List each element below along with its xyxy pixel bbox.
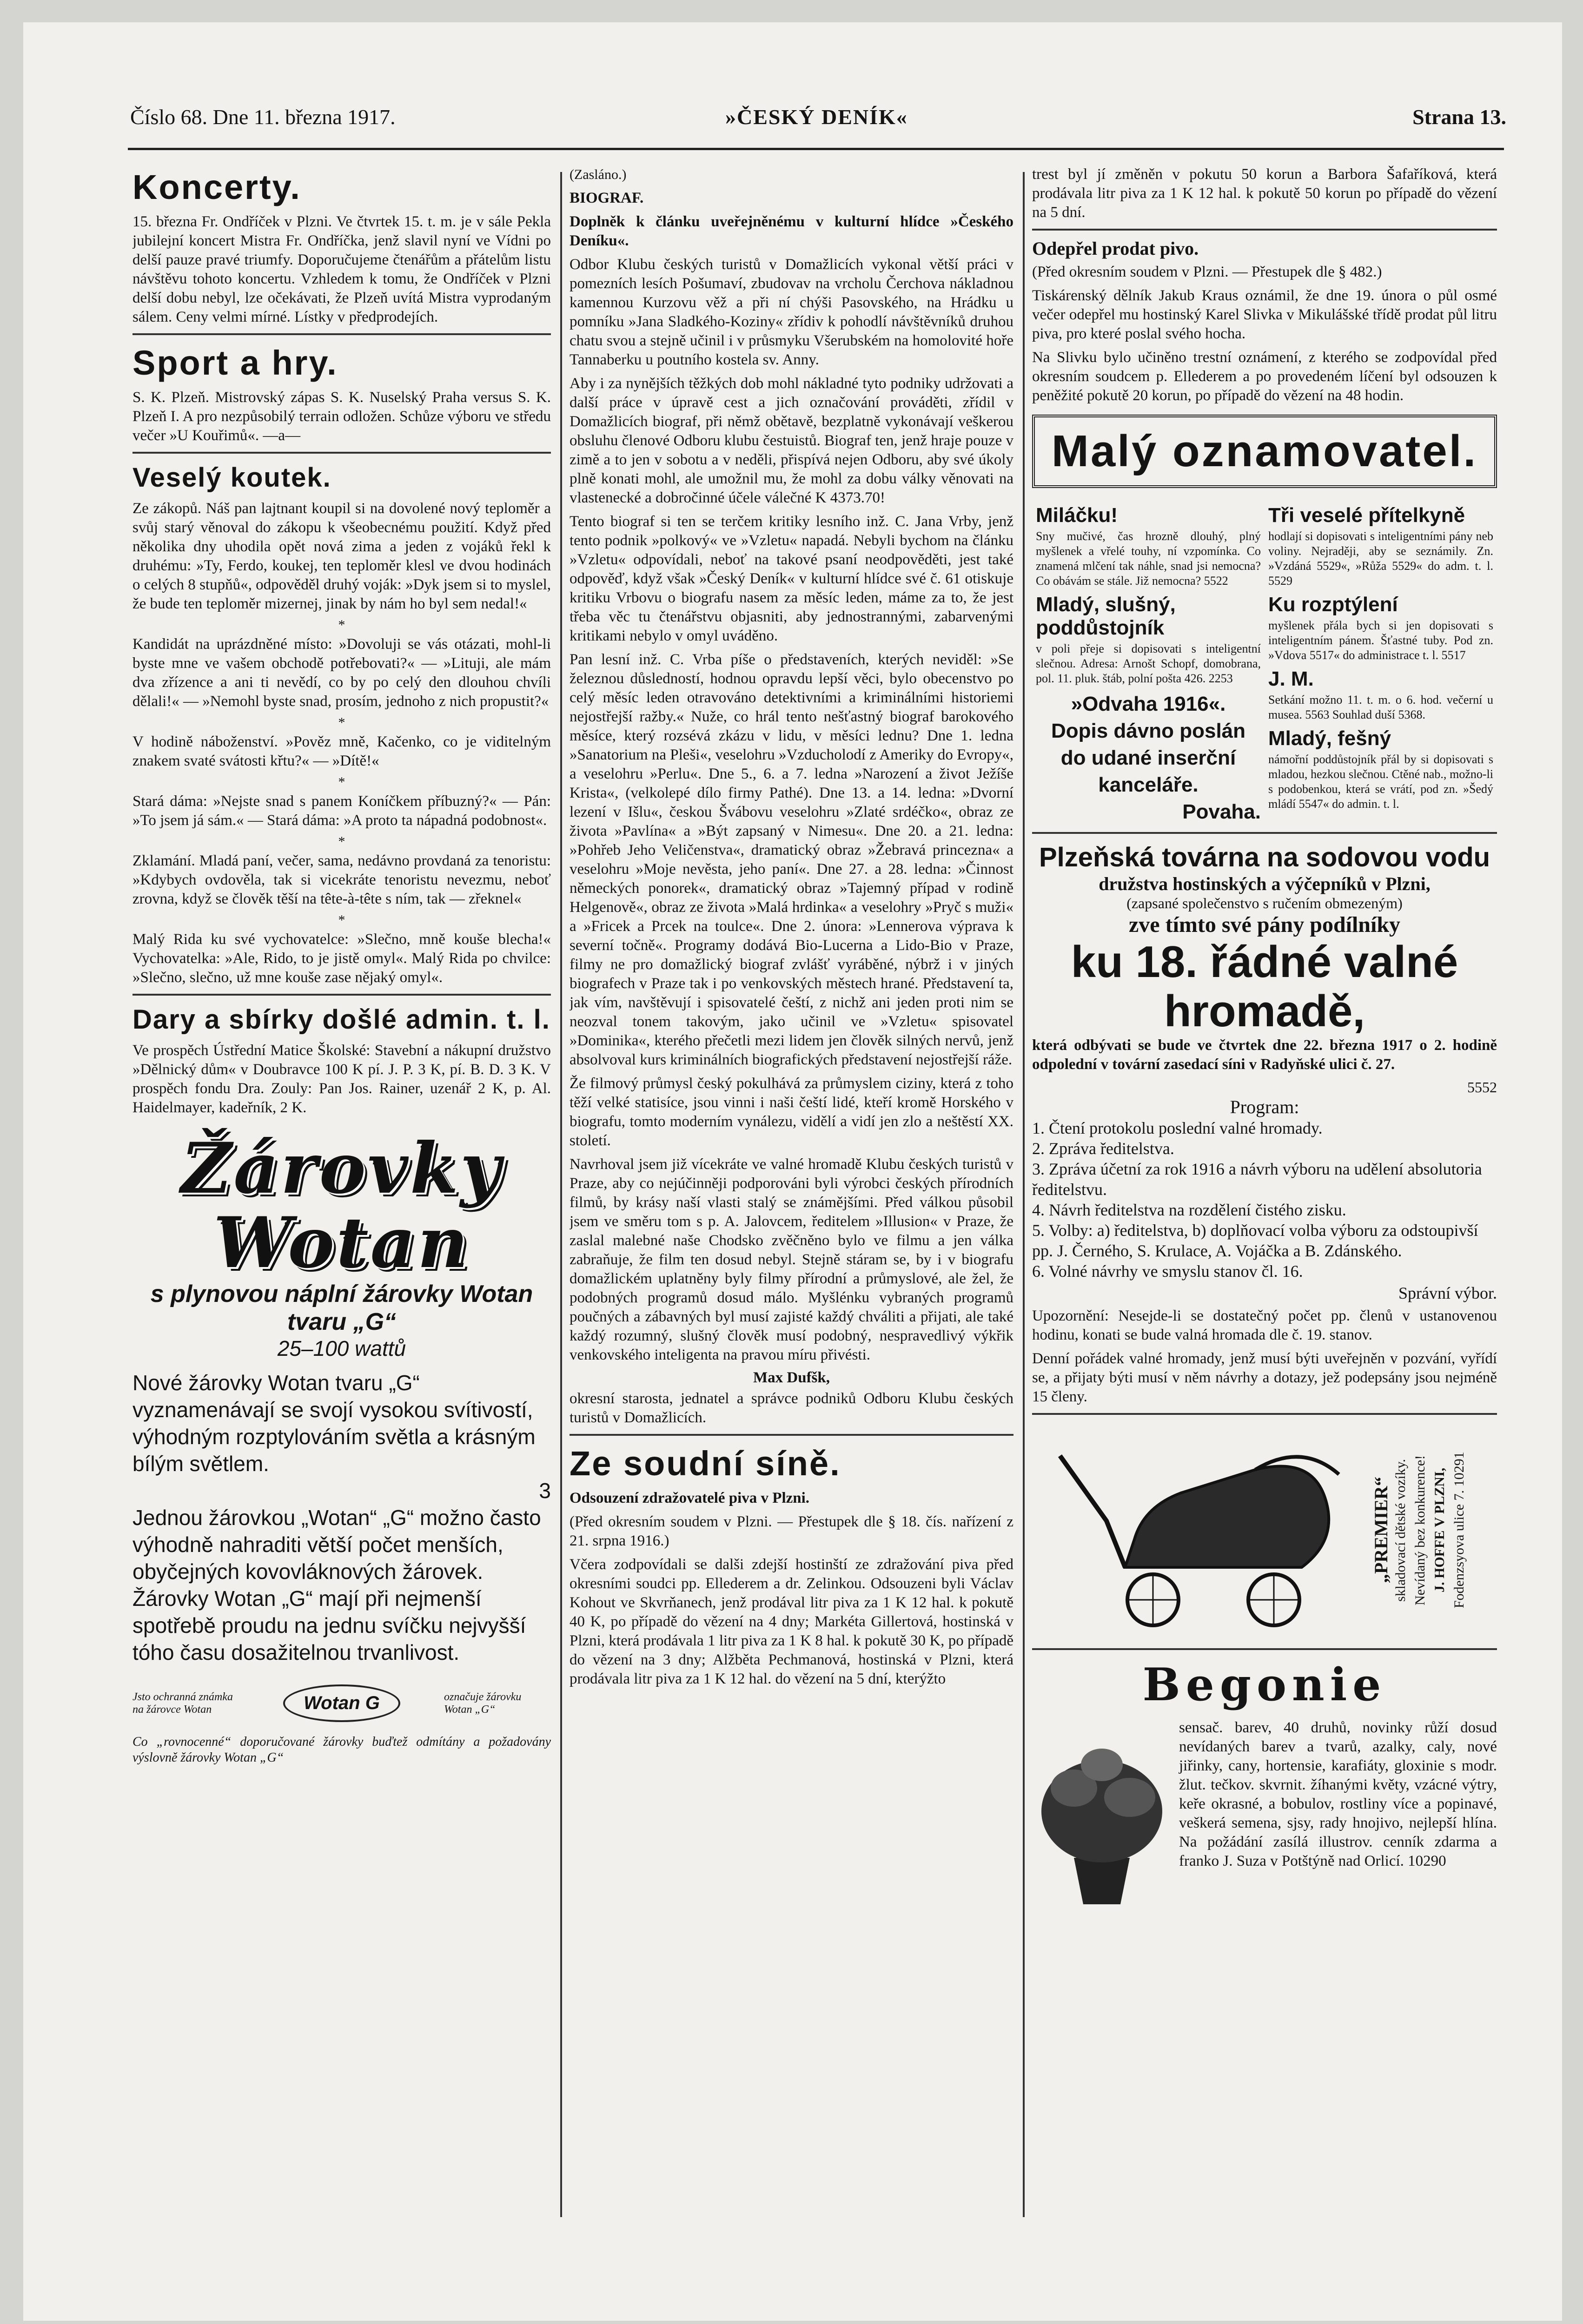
wotan-copy — [132, 1369, 551, 1666]
asterisk-separator: * — [338, 617, 345, 633]
classifieds-left — [1032, 500, 1265, 825]
wotan-subtitle: s plynovou náplní žárovky Wotan tvaru „G“ — [150, 1281, 533, 1335]
classified-heading: Miláčku! — [1036, 504, 1118, 527]
soud-heading: Ze soudní síně. — [570, 1444, 841, 1483]
classified-heading: J. M. — [1268, 667, 1314, 690]
column-3 — [1032, 165, 1497, 2229]
sport-text: S. K. Plzeň. Mistrovský zápas S. K. Nuselský Praha versus S. K. Plzeň I. A pro nezpůsobilý terrain odložen. Schůze výboru ve středu večer »U Kouřimů«. —a— — [132, 389, 551, 444]
program-item: 6. Volné návrhy ve smyslu stanov čl. 16. — [1032, 1262, 1303, 1281]
factory-title: Plzeňská továrna na sodovou vodu — [1039, 842, 1490, 872]
wotan-advertisement — [132, 1128, 551, 1361]
wotan-wattage: 25–100 wattů — [277, 1336, 406, 1360]
running-header — [130, 105, 1506, 137]
classified-heading: Mladý, slušný, poddůstojník — [1036, 593, 1176, 639]
wotan-copy-3: Žárovky Wotan „G“ mají při nejmenší spotřebě proudu na jednu svíčku nejvyšší tóho času dosažitelnou trvanlivost. — [132, 1586, 526, 1664]
column-rule-2 — [1023, 172, 1025, 2217]
factory-signature: Správní výbor. — [1398, 1284, 1497, 1302]
begonie-text: sensač. barev, 40 druhů, novinky růží dosud nevídaných barev a tvarů, azalky, caly, nové jiřinky, cany, hortensie, karafiáty, gloxinie s modr. žlut. tečkov. skvrnit. žíhanými květy, vzácné výtry, keře okrasné, a bobulov, rostliny více a popinavé, veškerá semena, sjsy, rady hnojivo, nejlepší hlína. Na požádání zasílá illustrov. cenník zdarma a franko J. Suza v Potštýně nad Orlicí. 10290 — [1179, 1719, 1497, 1869]
classified-text: Dopis dávno poslán do udané inserční kanceláře. — [1051, 720, 1246, 796]
wotan-footer: Co „rovnocenné“ doporučované žárovky buďtež odmítány a požadovány výslovně žárovky Wotan „G“ — [132, 1735, 551, 1765]
joke: Zklamání. Mladá paní, večer, sama, nedávno provdaná za tenoristu: »Kdybych ovdověla, tak si vicekráte tenoristu nevezmu, neboť zrovna, když se člověk těší na tête-à-tête s ním, tak — zřeknel« — [132, 852, 551, 907]
asterisk-separator: * — [338, 912, 345, 928]
biograf-paragraph: Navrhoval jsem již vícekráte ve valné hromadě Klubu českých turistů v Praze, aby co nejúčinněji podporováni byli výrobci českých přírodních filmů, by krásy naší vlasti stalý se známějšími. Před válkou působil jsem ve směru tom s p. A. Jalovcem, ředitelem »Illusion« v Praze, že zaslal malebné naše Chodsko zvěčněno bylo ve filmu a jen válka zabraňuje, že film ten dosud nebyl. Stejně stáram se, by i v biografu domažlickém uplatněny byly filmy přírodní a průmyslové, ale žel, že podobných programů dosud málo. Myšlénku vybraných programů poučných a zábavných byl musí zajisté každý chváliti a přijati, ale také každý rozumný, slušný člověk musí podobný, nespravedlivý výkřik venkovského inteligenta na pravou míru přivésti. — [570, 1156, 1013, 1363]
divider — [132, 333, 551, 335]
sport-heading: Sport a hry. — [132, 343, 338, 382]
wotan-copy-1: Nové žárovky Wotan tvaru „G“ vyznamenávají se svojí vysokou svítivostí, výhodným rozptylováním světla a krásným bílým světlem. — [132, 1371, 536, 1476]
classified-heading: »Odvaha 1916«. — [1071, 693, 1226, 715]
biograf-heading: BIOGRAF. — [570, 190, 644, 206]
asterisk-separator: * — [338, 774, 345, 790]
program-item: 4. Návrh ředitelstva na rozdělení čistého zisku. — [1032, 1201, 1346, 1219]
pram-brand: „PREMIER“ — [1371, 1477, 1391, 1584]
biograf-paragraph: Odbor Klubu českých turistů v Domažlicích vykonal větší práci v pomezních lesích Pošumaví, zbudovav na vrcholu Čerchova nákladnou kamennou Kurzovu věž a při ní chýši Pasovského, na Hrádku u pomníku »Jana Sladkého-Koziny« zřídiv k pohodlí návštěvníků druhou chatu svou a stejně učinil i v průsmyku Všerubském na homolovité hoře Tannaberku u poutního kostela sv. Anny. — [570, 256, 1013, 368]
classified-heading: Tři veselé přítelkyně — [1268, 504, 1465, 527]
factory-legal: (zapsané společenstvo s ručením obmezeným) — [1126, 895, 1403, 911]
factory-agenda-note: Denní pořádek valné hromady, jenž musí býti uveřejněn v pozvání, vyřídí se, a přijaty býti musí v něm návrhy a dotazy, jež podepsány jsou nejméně 15 členy. — [1032, 1350, 1497, 1405]
joke: Stará dáma: »Nejste snad s panem Koníčkem příbuzný?« — Pán: »To jsem já sám.« — Stará dáma: »A proto ta nápadná podobnost«. — [132, 793, 551, 829]
divider — [132, 994, 551, 996]
pram-vertical-text — [1371, 1423, 1483, 1637]
joke: Kandidát na uprázdněné místo: »Dovoluji se vás otázati, mohl-li byste mne ve vašem obchodě potřebovati?« — »Lituji, ale mám dva zřízence a ani ti nevědí, co by po celý den dlouhou chvíli dělali!« — »Nemohl byste snad, prosím, jednoho z nich propustit?« — [132, 636, 551, 710]
plant-illustration — [1032, 1718, 1172, 1914]
program-item: 3. Zpráva účetní za rok 1916 a návrh výboru na udělení absolutoria ředitelstvu. — [1032, 1160, 1482, 1199]
soud-text: Včera zodpovídali se dalši zdejší hostinští ze zdražování piva před okresními soudci pp. Ellederem a dr. Zelinkou. Odsouzeni byli Václav Kohout ve Skvrňanech, jenž prodával litr piva za 1 K 12 hal. k pokutě 40 K, po případě do vězení na 4 dny; Markéta Gillertová, hostinská v Plzni, která prodávala 1 litr piva za 1 K 8 hal. k pokutě 30 K, po případě do vězení na 3 dny; Alžběta Pechmanová, hostinská v Plzni, která prodávala litr piva za 1 K 12 hal. do vězení na 5 dní, kterýžto — [570, 1556, 1013, 1687]
koncerty-text: 15. března Fr. Ondříček v Plzni. Ve čtvrtek 15. t. m. je v sále Pekla jubilejní koncert Mistra Fr. Ondříčka, jenž slavil nyní ve Vídni po delší pauze pravé triumfy. Doporučujeme čtenářům a přátelům listu návštěvu tohoto koncertu. Vzhledem k tomu, že Ondříček v Plzni delší dobu nebyl, lze očekávati, že Plzeň uvítá Mistra vyprodaným sálem. Ceny velmi mírné. Lístky v předprodejích. — [132, 213, 551, 325]
pivo-text: Tiskárenský dělník Jakub Kraus oznámil, že dne 19. února o půl osmé večer odepřel mu hostinský Karel Slivka v Mikulášské třídě prodat půl litru piva, pro které poslal svého hocha. — [1032, 287, 1497, 342]
factory-notice: Upozornění: Nesejde-li se dostatečný počet pp. členů v ustanovenou hodinu, konati se bude valná hromada dle č. 19. stanov. — [1032, 1307, 1497, 1343]
dary-text: Ve prospěch Ústřední Matice Školské: Stavební a nákupní družstvo »Dělnický dům« v Doubravce 100 K pí. J. P. 3 K, pí. B. D. 3 K. V prospěch fondu Dra. Zouly: Pan Jos. Rainer, uzenář 2 K, p. Al. Haidelmayer, kadeřník, 2 K. — [132, 1042, 551, 1116]
classified-heading: Mladý, fešný — [1268, 727, 1391, 750]
divider — [132, 452, 551, 454]
pivo-heading: Odepřel prodat pivo. — [1032, 238, 1199, 259]
classifieds-right — [1265, 500, 1497, 825]
pram-address: Fodenzsyova ulice 7. 10291 — [1451, 1452, 1467, 1609]
classified-text: Setkání možno 11. t. m. o 6. hod. večerní u musea. 5563 Souhlad duší 5368. — [1268, 693, 1493, 721]
biograf-paragraph: Že filmový průmysl český pokulhává za průmyslem ciziny, která z toho těží velké statisíce, jsou vinni i naši čeští lidé, kteří kromě Horského v biografu, tomto moderním vynálezu, vidělí a vidí jen zlo a neštěstí XX. století. — [570, 1075, 1013, 1149]
soud-continuation: trest byl jí změněn v pokutu 50 korun a Barbora Šafaříková, která prodávala litr piva za 1 K 12 hal. k pokutě 50 korun po případě do vězení na 5 dní. — [1032, 166, 1497, 221]
soud-subheading: Odsouzení zdražovatelé piva v Plzni. — [570, 1490, 810, 1506]
column-rule-1 — [560, 172, 562, 2217]
pram-illustration — [1041, 1428, 1367, 1632]
classifieds-heading: Malý oznamovatel. — [1032, 415, 1497, 488]
biograf-signature: Max Dufšk, — [753, 1369, 830, 1386]
factory-meeting-details: která odbývati se bude ve čtvrtek dne 22. března 1917 o 2. hodině odpolední v tovární zasedací síni v Radyňské ulici č. 27. — [1032, 1037, 1497, 1073]
dary-heading: Dary a sbírky došlé admin. t. l. — [132, 1004, 550, 1035]
wotan-logo: Žárovky Wotan — [180, 1128, 503, 1284]
classified-heading: Ku rozptýlení — [1268, 593, 1398, 616]
biograf-signature-role: okresní starosta, jednatel a správce podniků Odboru Klubu českých turistů v Domažlicích. — [570, 1390, 1013, 1426]
joke: V hodině náboženství. »Pověz mně, Kačenko, co je viditelným znakem svaté svátosti křtu?« — »Dítě!« — [132, 733, 551, 769]
factory-coop: družstva hostinských a výčepníků v Plzni, — [1099, 873, 1431, 894]
pivo-text: Na Slivku bylo učiněno trestní oznámení, z kterého se zodpovídal před okresním soudcem p. Ellederem a po provedeném líčení byl odsouzen k peněžité pokutě 20 korun, po případě do vězení na 48 hodin. — [1032, 349, 1497, 404]
asterisk-separator: * — [338, 834, 345, 849]
factory-meeting: ku 18. řádné valné hromadě, — [1071, 937, 1458, 1036]
divider — [1032, 832, 1497, 834]
column-2 — [570, 165, 1013, 2229]
biograf-paragraph: Tento biograf si ten se terčem kritiky lesního inž. C. Jana Vrby, jenž tento podnik »polkový« ve »Vzletu« napadá. Nebyli bychom na článku »Vzletu« odpovídali, neboť na takové psaní neodpověděti, jest také odpověď, když však »Český Deník« v kulturní hlídce své č. 61 otiskuje kritiku Vrbovu o biografu nasem za měsíc leden, máme za to, že jest třeba věc tu čtenářstvu objasniti, aby jednostrannými, zabarvenými kritikami nebylo v omyl uváděno. — [570, 513, 1013, 644]
header-rule — [128, 148, 1504, 150]
pram-advertisement — [1032, 1423, 1497, 1642]
koncerty-heading: Koncerty. — [132, 168, 301, 206]
joke: Malý Rida ku své vychovatelce: »Slečno, mně kouše blecha!« Vychovatelka: »Ale, Rido, to je jistě omyl«. Malý Rida po chvilce: »Slečno, slečno, už mne kouše zase nějaký omyl«. — [132, 931, 551, 986]
ad-ref-number: 3 — [539, 1479, 551, 1503]
program-item: 1. Čtení protokolu poslední valné hromady. — [1032, 1119, 1323, 1137]
biograf-paragraph: Pan lesní inž. C. Vrba píše o představeních, kterých neviděl: »Se železnou důsledností, hodnou opravdu lepší věci, bylo obecenstvo po celý měsíc leden otravováno detektivními a kriminálními historiemi nejostřejší ražby.« Nuže, co hrál tento nešťastný biograf barokového měsíce, který rozsévá zkázu v lidu, v měsíci lednu? Dne 1. ledna »Sanatorium na Pleši«, veselohru »Vzducholodí z Ameriky do Evropy«, a veselohru »Perlu«. Dne 5., 6. a 7. ledna »Narození a život Ježíše Krista«, (velkolepé dílo firmy Pathé). Dne 13. a 14. ledna: »Dvorní lezení v Išlu«, českou Švábovu veselohru »Zlaté srdéčko«, obraz ze života »Pavlína« a »Být zapsaný v Nimesu«. Dne 20. a 21. ledna: »Pohřeb Jeho Veličenstva«, dramatický obraz »Žebravá princezna« a veselohru »Moje nevěsta, jeho paní«. Dne 27. a 28. ledna: »Činnost německých ponorek«, dramatický obraz »Tajemný případ v rodině Helgenově«, obraz ze života »Malá hrdinka« a veselohry »Pryč s muži« a »Fricek a Prcek na toulce«. Dne 2. února: »Lennerova výprava k severní točně«. Programy dodává Bio-Lucerna a Lido-Bio v Praze, filmy ne pro domažlický biograf zvlášť vyráběné, nýbrž i v jiných biografech v Praze tak i po venkovských městech hrané. Představení ta, jak vím, navštěvují i spisovatelé čeští, z nichž ani jeden proti nim se neozval tonem takovým, jako učinil ve »Vzletu« spisovatel »Dominika«, kterého přečetli mezi lidem jen člověk silných nervů, jenž absolvoval kurs kriminálních biografických představení nejostřejší ráže. — [570, 651, 1013, 1068]
classifieds-grid — [1032, 500, 1497, 825]
pram-seller: J. HOFFE V PLZNI, — [1432, 1467, 1447, 1593]
divider — [1032, 1648, 1497, 1650]
program-heading: Program: — [1230, 1096, 1299, 1117]
vesely-heading: Veselý koutek. — [132, 462, 331, 493]
begonie-advertisement — [1032, 1718, 1497, 1914]
trademark-right: označuje žárovku Wotan „G“ — [444, 1690, 522, 1716]
soud-court-line: (Před okresním soudem v Plzni. — Přestupek dle § 18. čís. nařízení z 21. srpna 1916.) — [570, 1513, 1013, 1549]
classified-text: v poli přeje si dopisovati s inteligentní slečnou. Adresa: Arnošt Schopf, domobrana, pol. 11. pluk. štáb, polní pošta 426. 2253 — [1036, 642, 1261, 685]
trademark-row — [132, 1684, 551, 1722]
column-1 — [132, 165, 551, 2229]
program-item: 5. Volby: a) ředitelstva, b) doplňovací volba výboru za odstoupivší pp. J. Černého, S. Krulace, A. Vojáčka a B. Zdánského. — [1032, 1221, 1478, 1260]
biograf-subheading: Doplněk k článku uveřejněnému v kulturní hlídce »Českého Deníku«. — [570, 213, 1013, 249]
divider — [1032, 1413, 1497, 1415]
wotan-copy-2: Jednou žárovkou „Wotan“ „G“ možno často výhodně nahraditi větší počet menších, obyčejných kovovláknových žárovek. — [132, 1505, 541, 1584]
pram-claim: Nevídaný bez konkurence! — [1412, 1455, 1428, 1605]
biograf-paragraph: Aby i za nynějších těžkých dob mohl nákladné tyto podniky udržovati a další práce v úpravě cest a jich označování prováděti, zřídil v Domažlicích biograf, při němž obětavě, bezplatně vykonávají veškerou obsluhu členové Odboru klubu čestuistů. Biograf ten, jenž hraje pouze v zimě a to jen v sobotu a v neděli, přispívá nejen Odboru, aby své úkoly plně konati mohl, ale umožnil mu, že mohl za dobu války věnovati na vlastenecké a dobročinné účele válečné K 4373.70! — [570, 375, 1013, 506]
classified-text: Sny mučivé, čas hrozně dlouhý, plný myšlenek a vřelé touhy, ní vzpomínka. Co znamená mlčení tak náhle, snad jsi nemocna? Co obávám se stále. Již nemocna? 5522 — [1036, 529, 1261, 588]
joke: Ze zákopů. Náš pan lajtnant koupil si na dovolené nový teploměr a svůj starý věnoval do zákopu k všeobecnému použití. Když před několika dny uhodila opět nová zima a jeden z vojáků řekl k druhému: »Ty, Ferdo, koukej, ten teploměr klesl ve dvou hodinách o celých 8 stupňů«, odpověděl druhý voják: »Dyk jsem si to myslel, že bude ten teploměr mizernej, jinak by nám ho byl sem nedal!« — [132, 500, 551, 612]
zaslano-label: (Zasláno.) — [570, 167, 627, 182]
asterisk-separator: * — [338, 715, 345, 730]
program-list — [1032, 1118, 1497, 1281]
pram-desc: skladovací dětské vozíky. — [1393, 1459, 1408, 1602]
paper-title: »ČESKÝ DENÍK« — [725, 105, 908, 129]
divider — [570, 1434, 1013, 1436]
classified-signature: Povaha. — [1182, 800, 1261, 823]
trademark-left: Jsto ochranná známka na žárovce Wotan — [132, 1690, 233, 1716]
program-item: 2. Zpráva ředitelstva. — [1032, 1139, 1174, 1158]
factory-invite: zve tímto své pány podílníky — [1128, 912, 1401, 937]
divider — [1032, 229, 1497, 231]
classified-text: námořní poddůstojník přál by si dopisovati s mladou, hezkou slečnou. Ctěné nab., možno-li s podobenkou, která se vrátí, pod zn. »Šedý mládí 5547« do admin. t. l. — [1268, 753, 1493, 811]
factory-ref: 5552 — [1467, 1079, 1497, 1096]
page-number: Strana 13. — [1412, 105, 1506, 129]
begonie-heading: Begonie — [1142, 1658, 1387, 1711]
issue-date: Číslo 68. Dne 11. března 1917. — [130, 105, 396, 129]
wotan-oval-logo: Wotan G — [283, 1684, 400, 1722]
classified-text: hodlají si dopisovati s inteligentními pány neb voliny. Nejraději, aby se seznámily. Zn. »Vzdáná 5529«, »Růža 5529« do adm. t. l. 5529 — [1268, 529, 1493, 588]
pivo-subheading: (Před okresním soudem v Plzni. — Přestupek dle § 482.) — [1032, 264, 1382, 280]
classified-text: myšlenek přála bych si jen dopisovati s inteligentním pánem. Šťastné tuby. Pod zn. »Vdova 5517« do administrace t. l. 5517 — [1268, 619, 1493, 662]
